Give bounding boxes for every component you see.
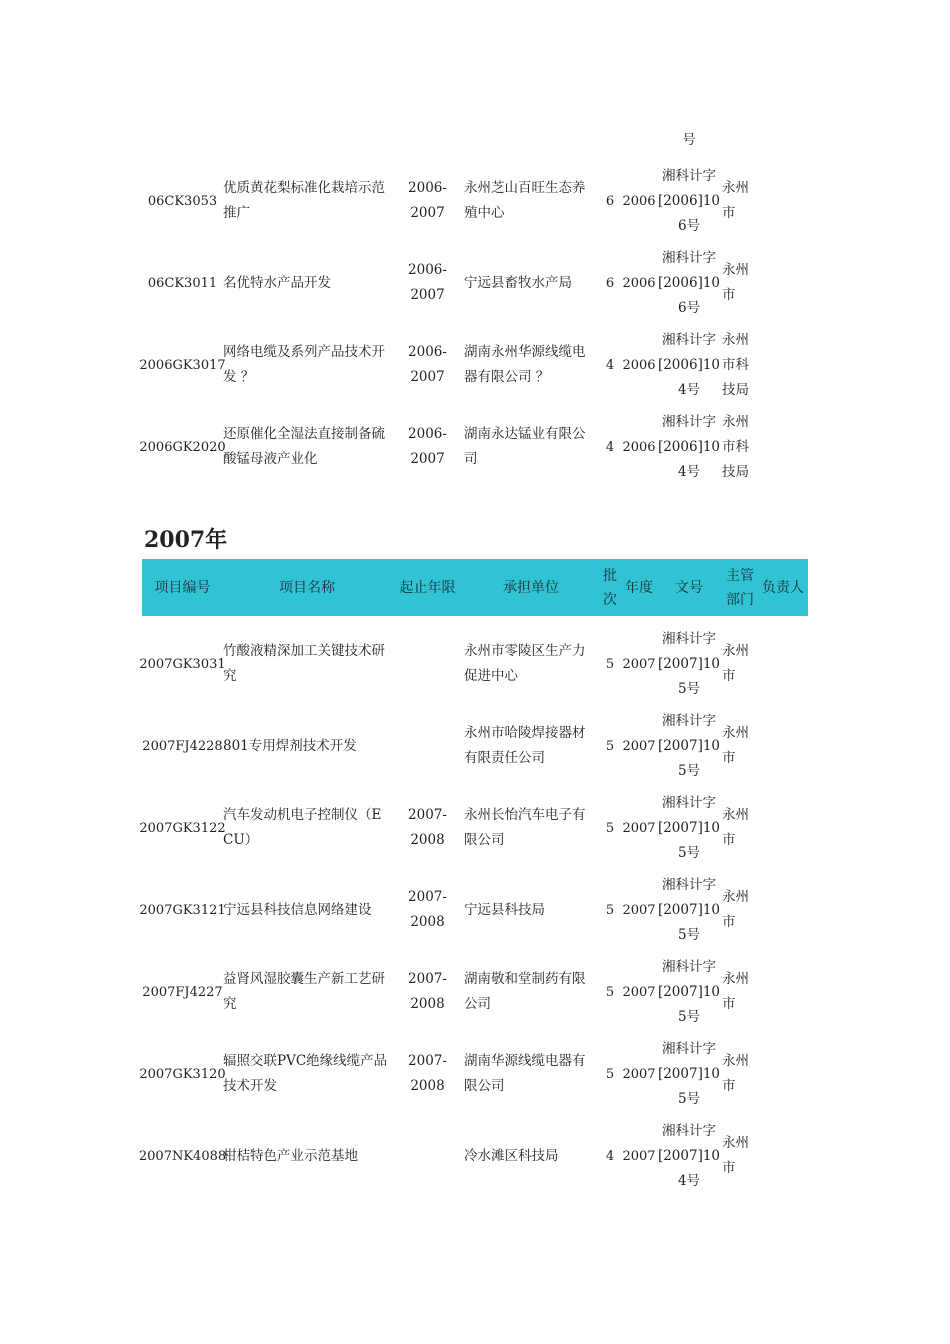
cell-year: 2007: [622, 820, 656, 836]
table-row: [142, 160, 808, 242]
cell-id: 2006GK3017: [139, 357, 226, 373]
cell-batch: 5: [605, 820, 615, 836]
cell-unit: 冷水滩区科技局: [464, 1147, 559, 1164]
table-row: [139, 623, 808, 705]
cell-doc: 湘科计字[2007]105号: [657, 958, 721, 1025]
table-row: [139, 406, 808, 488]
cell-year: 2007: [622, 738, 656, 754]
header-unit: 承担单位: [503, 579, 559, 596]
cell-year: 2006: [622, 275, 656, 291]
partial-row: [142, 120, 808, 160]
cell-period: 2007-2008: [408, 971, 447, 1012]
cell-person: [758, 1115, 808, 1197]
table-row: [139, 869, 808, 951]
cell-period: 2006-2007: [408, 344, 447, 385]
cell-person: [758, 160, 808, 242]
table-row: [142, 951, 808, 1033]
cell-period: 2007-2008: [408, 807, 447, 848]
cell-batch: 6: [605, 193, 615, 209]
cell-dept: 永州市: [722, 643, 749, 684]
cell-unit: 宁远县畜牧水产局: [464, 274, 572, 291]
cell-unit: 永州芝山百旺生态养殖中心: [464, 180, 586, 221]
cell-name: 优质黄花梨标准化栽培示范推广: [223, 180, 385, 221]
cell-unit: 永州长怡汽车电子有限公司: [464, 807, 586, 848]
cell-dept: 永州市: [722, 725, 749, 766]
cell-doc: 湘科计字[2006]104号: [657, 331, 721, 398]
table-row: [139, 1033, 808, 1115]
cell-batch: 4: [605, 1148, 615, 1164]
cell-period: 2006-2007: [408, 426, 447, 467]
cell-doc: 湘科计字[2007]105号: [657, 712, 721, 779]
table-row: [142, 242, 808, 324]
cell-batch: 5: [605, 738, 615, 754]
cell-name: 辐照交联PVC绝缘线缆产品技术开发: [223, 1053, 388, 1094]
cell-name: 网络电缆及系列产品技术开发 ？: [223, 344, 385, 385]
cell-person: [758, 623, 808, 705]
cell-year: 2007: [622, 984, 656, 1000]
cell-dept: 永州市: [722, 889, 749, 930]
cell-name: 益肾风湿胶囊生产新工艺研究: [223, 971, 385, 1012]
cell-person: [758, 951, 808, 1033]
cell-person: [758, 324, 808, 406]
cell-batch: 5: [605, 656, 615, 672]
cell-dept: 永州市科技局: [722, 331, 749, 398]
table-2007-body: [138, 623, 808, 1197]
doc-number-tail: 号: [682, 132, 696, 148]
cell-id: 2007GK3031: [139, 656, 226, 672]
table-2006-body: [139, 160, 808, 488]
cell-unit: 宁远县科技局: [464, 901, 545, 918]
cell-year: 2006: [622, 439, 656, 455]
cell-batch: 5: [605, 1066, 615, 1082]
header-year: 年度: [625, 579, 653, 596]
header-name: 项目名称: [279, 579, 335, 596]
cell-name: 柑桔特色产业示范基地: [223, 1147, 358, 1164]
cell-id: 2007FJ4227: [142, 984, 223, 1000]
cell-name: 还原催化全湿法直接制备硫酸锰母液产业化: [223, 426, 385, 467]
cell-id: 2006GK2020: [139, 439, 226, 455]
cell-unit: 湖南永达锰业有限公司: [464, 426, 586, 467]
header-period: 起止年限: [399, 579, 456, 596]
cell-id: 2007GK3122: [139, 820, 226, 836]
cell-unit: 湖南华源线缆电器有限公司: [464, 1053, 586, 1094]
cell-dept: 永州市: [722, 180, 749, 221]
cell-person: [758, 1033, 808, 1115]
document-page: [138, 0, 808, 1197]
cell-id: 2007GK3121: [139, 902, 226, 918]
cell-doc: 湘科计字[2007]105号: [657, 794, 721, 861]
cell-person: [758, 242, 808, 324]
cell-year: 2007: [622, 656, 656, 672]
cell-dept: 永州市科技局: [722, 413, 749, 480]
cell-doc: 湘科计字[2007]105号: [657, 630, 721, 697]
table-row: [139, 324, 808, 406]
cell-period: [391, 1115, 464, 1197]
cell-dept: 永州市: [722, 1053, 749, 1094]
cell-batch: 6: [605, 275, 615, 291]
cell-period: 2007-2008: [408, 889, 447, 930]
table-header: [142, 559, 808, 616]
cell-doc: 湘科计字[2007]105号: [657, 876, 721, 943]
table-row: [138, 1115, 808, 1197]
cell-doc: 湘科计字[2006]106号: [657, 167, 721, 234]
cell-doc: 湘科计字[2006]104号: [657, 413, 721, 480]
cell-batch: 4: [605, 357, 615, 373]
cell-name: 竹酸液精深加工关键技术研究: [223, 643, 385, 684]
cell-person: [758, 705, 808, 787]
cell-doc: 湘科计字[2007]105号: [657, 1040, 721, 1107]
cell-batch: 5: [605, 984, 615, 1000]
cell-dept: 永州市: [722, 1135, 749, 1176]
cell-period: [391, 705, 464, 787]
cell-person: [758, 787, 808, 869]
cell-name: 汽车发动机电子控制仪（ECU）: [223, 807, 382, 848]
cell-unit: 永州市哈陵焊接器材有限责任公司: [464, 725, 586, 766]
cell-name: 名优特水产品开发: [223, 274, 331, 291]
cell-year: 2006: [622, 193, 656, 209]
section-title-2007: 2007年: [144, 527, 228, 553]
cell-unit: 永州市零陵区生产力促进中心: [464, 643, 586, 684]
cell-period: 2006-2007: [408, 262, 447, 303]
cell-batch: 4: [605, 439, 615, 455]
cell-person: [758, 406, 808, 488]
cell-year: 2007: [622, 1066, 656, 1082]
cell-dept: 永州市: [722, 971, 749, 1012]
cell-year: 2006: [622, 357, 656, 373]
cell-period: [391, 623, 464, 705]
cell-dept: 永州市: [722, 807, 749, 848]
header-doc: 文号: [675, 579, 703, 596]
cell-period: 2006-2007: [408, 180, 447, 221]
cell-batch: 5: [605, 902, 615, 918]
cell-id: 2007FJ4228: [142, 738, 223, 754]
cell-unit: 湖南敬和堂制药有限公司: [464, 971, 586, 1012]
cell-name: 801专用焊剂技术开发: [223, 737, 357, 754]
cell-doc: 湘科计字[2007]104号: [657, 1122, 721, 1189]
header-dept: 主管部门: [726, 567, 754, 608]
cell-id: 2007NK4088: [138, 1148, 227, 1164]
cell-dept: 永州市: [722, 262, 749, 303]
cell-id: 06CK3053: [147, 193, 218, 209]
table-row: [139, 787, 808, 869]
cell-id: 06CK3011: [147, 275, 218, 291]
header-batch: 批次: [603, 567, 617, 608]
cell-period: 2007-2008: [408, 1053, 447, 1094]
table-row: [142, 705, 808, 787]
cell-name: 宁远县科技信息网络建设: [223, 901, 372, 918]
cell-unit: 湖南永州华源线缆电器有限公司 ？: [464, 344, 586, 385]
header-id: 项目编号: [154, 579, 211, 596]
cell-year: 2007: [622, 902, 656, 918]
cell-id: 2007GK3120: [139, 1066, 226, 1082]
cell-doc: 湘科计字[2006]106号: [657, 249, 721, 316]
cell-year: 2007: [622, 1148, 656, 1164]
header-person: 负责人: [762, 579, 804, 596]
cell-person: [758, 869, 808, 951]
